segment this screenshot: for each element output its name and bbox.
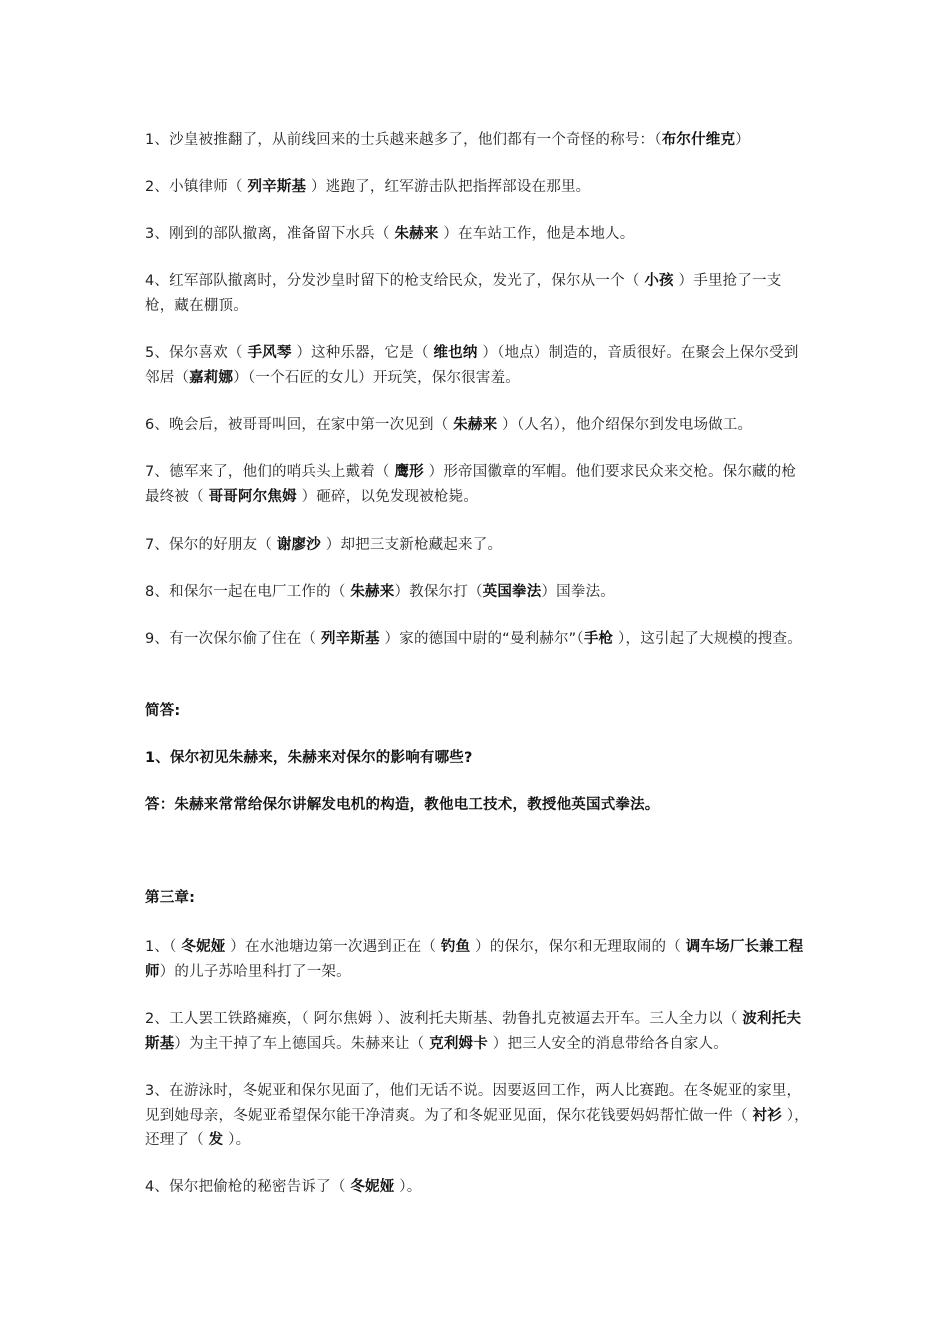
text-segment: ） <box>735 132 750 148</box>
text-segment: 简答: <box>145 703 181 719</box>
answer-text: 朱赫来 <box>350 584 395 600</box>
text-segment: ）这种乐器，它是（ <box>291 345 434 361</box>
text-segment: ）为主干掉了车上德国兵。朱赫来让（ <box>174 1035 430 1052</box>
text-segment: ）在水池塘边第一次遇到正在（ <box>225 939 441 955</box>
ch2-fill-q1 <box>145 128 810 153</box>
text-segment: ）手里抢了一支枪，藏在棚顶。 <box>145 273 782 314</box>
text-segment: 9、有一次保尔偷了住在（ <box>145 631 321 647</box>
answer-text: 哥哥阿尔焦姆 <box>208 488 297 505</box>
answer-text: 冬妮娅 <box>181 939 226 955</box>
text-segment: ）形帝国徽章的军帽。他们要求民众来交枪。保尔藏的枪最终被（ <box>145 464 797 505</box>
text-segment: 第三章: <box>145 890 196 906</box>
answer-text: 衬衫 <box>752 1107 782 1124</box>
text-segment: 5、保尔喜欢（ <box>145 345 248 361</box>
answer-text: 手枪 <box>583 631 614 647</box>
short-answer-question <box>145 746 810 771</box>
text-segment: ）却把三支新枪藏起来了。 <box>320 537 503 553</box>
text-segment: ）逃跑了，红军游击队把指挥部设在那里。 <box>306 179 591 195</box>
short-answer-heading <box>145 699 810 724</box>
answer-text: 波利托夫斯基 <box>145 1011 802 1052</box>
ch3-fill-q1 <box>145 935 810 984</box>
text-segment: ）的儿子苏哈里科打了一架。 <box>159 963 351 980</box>
answer-text: 嘉莉娜 <box>189 369 234 386</box>
text-segment: ）家的德国中尉的“曼利赫尔”（ <box>379 631 584 647</box>
answer-text: 调车场厂长兼工程师 <box>145 939 804 980</box>
answer-text: 鹰形 <box>394 464 424 480</box>
answer-text: 朱赫来 <box>453 417 498 433</box>
answer-text: 列辛斯基 <box>247 179 307 195</box>
text-segment: 7、保尔的好朋友（ <box>145 537 277 553</box>
text-segment: ）。 <box>394 1179 422 1195</box>
text-segment: 1、保尔初见朱赫来，朱赫来对保尔的影响有哪些? <box>145 750 473 766</box>
ch3-fill-q3 <box>145 1079 810 1153</box>
text-segment: 4、红军部队撤离时，分发沙皇时留下的枪支给民众，发光了，保尔从一个（ <box>145 273 645 289</box>
ch2-fill-q6 <box>145 413 810 438</box>
answer-text: 列辛斯基 <box>320 631 380 647</box>
ch2-fill-q5 <box>145 341 810 390</box>
short-answer-answer <box>145 793 810 818</box>
answer-text: 英国拳法 <box>482 584 542 600</box>
answer-text: 维也纳 <box>433 345 478 361</box>
ch2-fill-q3 <box>145 222 810 247</box>
ch2-fill-q2 <box>145 175 810 200</box>
text-segment: 4、保尔把偷枪的秘密告诉了（ <box>145 1179 351 1195</box>
text-segment: 7、德军来了，他们的哨兵头上戴着（ <box>145 464 395 480</box>
answer-text: 钓鱼 <box>440 939 471 955</box>
text-segment: 答：朱赫来常常给保尔讲解发电机的构造，教他电工技术，教授他英国式拳法。 <box>145 797 660 813</box>
ch3-fill-q2 <box>145 1007 810 1056</box>
text-segment: ），还理了（ <box>145 1107 809 1148</box>
answer-text: 冬妮娅 <box>350 1179 395 1195</box>
answer-text: 手风琴 <box>247 345 292 361</box>
text-segment: 3、刚到的部队撤离，准备留下水兵（ <box>145 226 395 242</box>
text-segment: ）的保尔，保尔和无理取闹的（ <box>470 939 686 955</box>
text-segment: ）国拳法。 <box>541 584 615 600</box>
text-segment: ）（一个石匠的女儿）开玩笑，保尔很害羞。 <box>233 369 520 386</box>
text-segment: 1、沙皇被推翻了，从前线回来的士兵越来越多了，他们都有一个奇怪的称号：（ <box>145 132 662 148</box>
answer-text: 布尔什维克 <box>661 132 736 148</box>
text-segment: ）（地点）制造的，音质很好。在聚会上保尔受到邻居（ <box>145 345 799 386</box>
text-segment: ），这引起了大规模的搜查。 <box>613 631 802 647</box>
text-segment: 3、在游泳时，冬妮亚和保尔见面了，他们无话不说。因要返回工作，两人比赛跑。在冬妮亚的家里，见到她母亲，冬妮亚希望保尔能干净清爽。为了和冬妮亚见面，保尔花钱要妈妈帮忙做一件（ <box>145 1083 802 1124</box>
ch2-fill-q7a <box>145 460 810 509</box>
text-segment: 2、工人罢工铁路瘫痪，（ 阿尔焦姆 ）、波利托夫斯基、勃鲁扎克被逼去开车。三人全力以（ <box>145 1011 743 1027</box>
text-segment: ）（人名），他介绍保尔到发电场做工。 <box>497 417 753 433</box>
text-segment: 6、晚会后，被哥哥叫回，在家中第一次见到（ <box>145 417 454 433</box>
ch2-fill-q4 <box>145 269 810 318</box>
text-segment: 2、小镇律师（ <box>145 179 248 195</box>
answer-text: 朱赫来 <box>394 226 439 242</box>
answer-text: 谢廖沙 <box>276 537 321 553</box>
answer-text: 小孩 <box>644 273 674 289</box>
text-segment: 8、和保尔一起在电厂工作的（ <box>145 584 351 600</box>
text-segment: ）在车站工作，他是本地人。 <box>438 226 635 242</box>
text-segment: 1、（ <box>145 939 182 955</box>
text-segment: ）。 <box>223 1132 251 1148</box>
ch2-fill-q7b <box>145 533 810 558</box>
text-segment: ）把三人安全的消息带给各自家人。 <box>487 1035 728 1052</box>
ch2-fill-q9 <box>145 627 810 652</box>
answer-text: 克利姆卡 <box>429 1035 488 1052</box>
text-segment: ）砸碎，以免发现被枪毙。 <box>296 488 479 505</box>
chapter-3-heading <box>145 886 810 911</box>
answer-text: 发 <box>208 1132 224 1148</box>
ch3-fill-q4 <box>145 1175 810 1200</box>
ch2-fill-q8 <box>145 580 810 605</box>
text-segment: ）教保尔打（ <box>394 584 483 600</box>
